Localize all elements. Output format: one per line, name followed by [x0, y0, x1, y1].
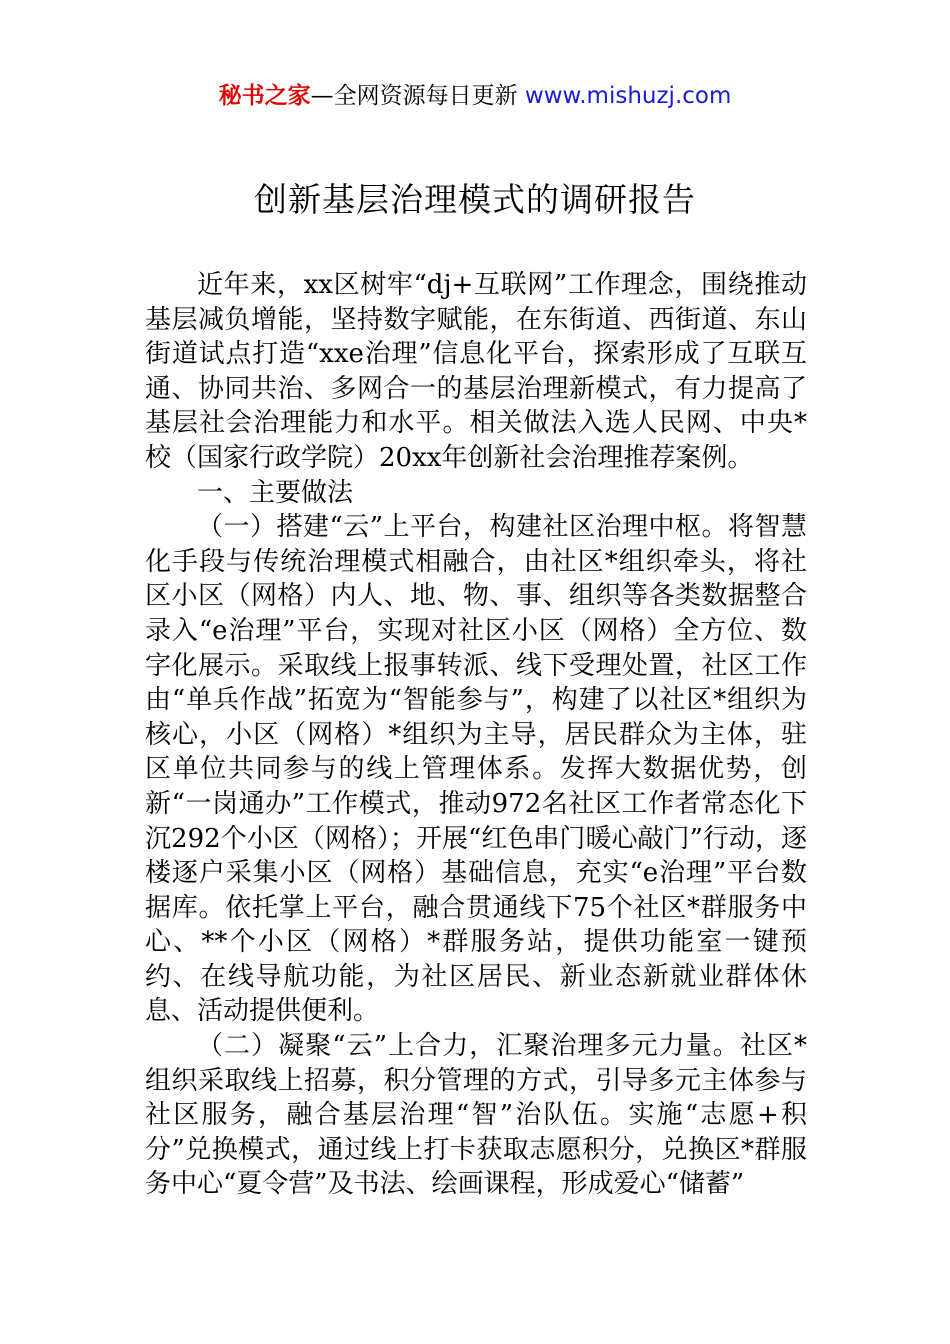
document-title: 创新基层治理模式的调研报告	[254, 180, 696, 219]
header-tagline: —全网资源每日更新	[310, 83, 525, 109]
brand-name: 秘书之家	[218, 83, 311, 109]
section-heading: 一、主要做法	[197, 477, 354, 508]
paragraph-section-2: （二）凝聚“云”上合力，汇聚治理多元力量。社区*组织采取线上招募，积分管理的方式，引导多元主体参与社区服务，融合基层治理“智”治队伍。实施“志愿+积分”兑换模式，通过线上打卡获取志愿积分，兑换区*群服务中心“夏令营”及书法、绘画课程，形成爱心“储蓄”	[145, 1031, 807, 1200]
site-header	[0, 80, 950, 112]
site-url-link[interactable]: www.mishuzj.com	[524, 83, 732, 109]
paragraph-section-1: （一）搭建“云”上平台，构建社区治理中枢。将智慧化手段与传统治理模式相融合，由社区*组织牵头，将社区小区（网格）内人、地、物、事、组织等各类数据整合录入“e治理”平台，实现对社区小区（网格）全方位、数字化展示。采取线上报事转派、线下受理处置，社区工作由“单兵作战”拓宽为“智能参与”，构建了以社区*组织为核心，小区（网格）*组织为主导，居民群众为主体，驻区单位共同参与的线上管理体系。发挥大数据优势，创新“一岗通办”工作模式，推动972名社区工作者常态化下沉292个小区（网格）；开展“红色串门暖心敲门”行动，逐楼逐户采集小区（网格）基础信息，充实“e治理”平台数据库。依托掌上平台，融合贯通线下75个社区*群服务中心、**个小区（网格）*群服务站，提供功能室一键预约、在线导航功能，为社区居民、新业态新就业群体休息、活动提供便利。	[145, 512, 807, 1027]
document-body	[145, 268, 807, 1202]
paragraph-intro: 近年来，xx区树牢“dj+互联网”工作理念，围绕推动基层减负增能，坚持数字赋能，在东街道、西街道、东山街道试点打造“xxe治理”信息化平台，探索形成了互联互通、协同共治、多网合一的基层治理新模式，有力提高了基层社会治理能力和水平。相关做法入选人民网、中央*校（国家行政学院）20xx年创新社会治理推荐案例。	[145, 270, 807, 473]
